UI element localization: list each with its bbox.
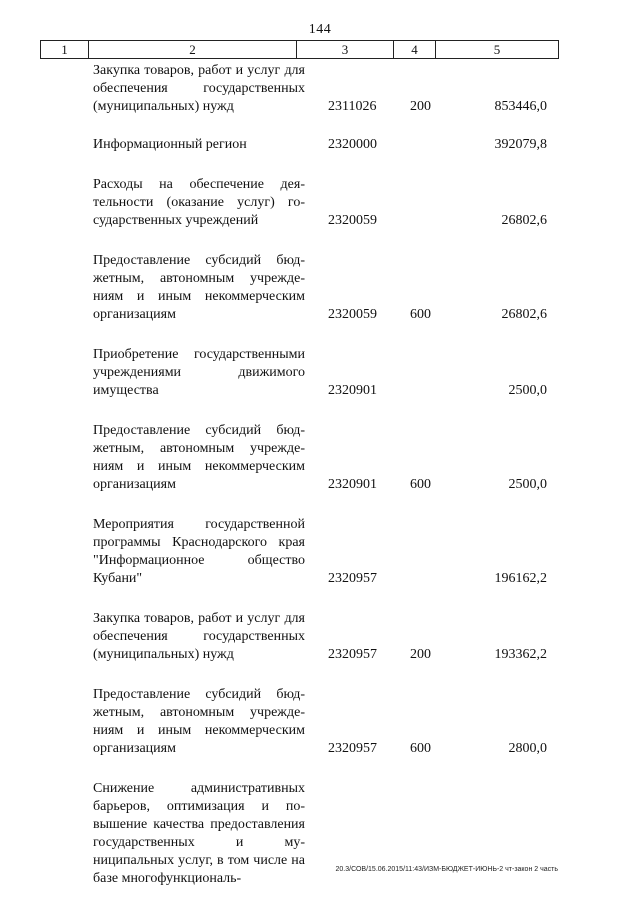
column-header-row bbox=[40, 40, 559, 59]
row-code: 2320957 bbox=[328, 647, 377, 662]
table-row bbox=[0, 686, 640, 758]
row-name: Предоставление субсидий бюджетным, автономным учреждениям и иным некоммерческим организациям bbox=[93, 687, 305, 756]
row-code: 2320059 bbox=[328, 307, 377, 322]
row-name: Предоставление субсидий бюджетным, автономным учреждениям и иным некоммерческим организациям bbox=[93, 423, 305, 492]
row-amount: 196162,2 bbox=[494, 571, 547, 586]
row-code: 2320000 bbox=[328, 137, 377, 152]
column-header-3: 3 bbox=[297, 41, 394, 58]
table-row bbox=[0, 62, 640, 116]
row-amount: 26802,6 bbox=[501, 307, 547, 322]
page-number: 144 bbox=[308, 22, 332, 37]
row-name: Информационный регион bbox=[93, 137, 247, 152]
row-expense-type: 600 bbox=[410, 477, 431, 492]
column-header-1: 1 bbox=[41, 41, 89, 58]
row-name: Закупка товаров, работ и услуг для обеспечения государственных (муниципальных) нужд bbox=[93, 63, 305, 114]
table-row bbox=[0, 610, 640, 664]
row-code: 2320059 bbox=[328, 213, 377, 228]
row-name: Предоставление субсидий бюджетным, автономным учреждениям и иным некоммерческим организациям bbox=[93, 253, 305, 322]
row-expense-type: 200 bbox=[410, 647, 431, 662]
row-amount: 392079,8 bbox=[494, 137, 547, 152]
row-name: Снижение административных барьеров, оптимизация и повышение качества предоставления государственных и муниципальных услуг, в том числе на базе многофункциональ- bbox=[93, 781, 305, 886]
row-amount: 2500,0 bbox=[508, 477, 547, 492]
row-amount: 2800,0 bbox=[508, 741, 547, 756]
row-amount: 2500,0 bbox=[508, 383, 547, 398]
row-name: Приобретение государственными учреждениями движимого имущества bbox=[93, 347, 305, 398]
table-row bbox=[0, 176, 640, 230]
table-row bbox=[0, 346, 640, 400]
row-code: 2320901 bbox=[328, 383, 377, 398]
row-expense-type: 600 bbox=[410, 741, 431, 756]
row-code: 2320957 bbox=[328, 571, 377, 586]
row-name: Закупка товаров, работ и услуг для обеспечения государственных (муниципальных) нужд bbox=[93, 611, 305, 662]
row-amount: 193362,2 bbox=[494, 647, 547, 662]
table-row bbox=[0, 516, 640, 588]
column-header-4: 4 bbox=[394, 41, 436, 58]
table-row bbox=[0, 422, 640, 494]
budget-table bbox=[0, 62, 640, 888]
footer-document-stamp: 20.3/СОВ/15.06.2015/11:43/ИЗМ-БЮДЖЕТ-ИЮНЬ-2 чт-закон 2 часть bbox=[335, 866, 558, 873]
row-code: 2320957 bbox=[328, 741, 377, 756]
column-header-2: 2 bbox=[89, 41, 297, 58]
row-code: 2320901 bbox=[328, 477, 377, 492]
row-expense-type: 200 bbox=[410, 99, 431, 114]
row-amount: 853446,0 bbox=[494, 99, 547, 114]
row-name: Мероприятия государственной программы Краснодарского края "Информационное общество Кубани" bbox=[93, 517, 305, 586]
column-header-5: 5 bbox=[493, 42, 501, 57]
row-expense-type: 600 bbox=[410, 307, 431, 322]
row-name: Расходы на обеспечение деятельности (оказание услуг) государственных учреждений bbox=[93, 177, 305, 228]
row-code: 2311026 bbox=[328, 99, 377, 114]
table-row bbox=[0, 252, 640, 324]
row-amount: 26802,6 bbox=[501, 213, 547, 228]
table-row bbox=[0, 136, 640, 154]
